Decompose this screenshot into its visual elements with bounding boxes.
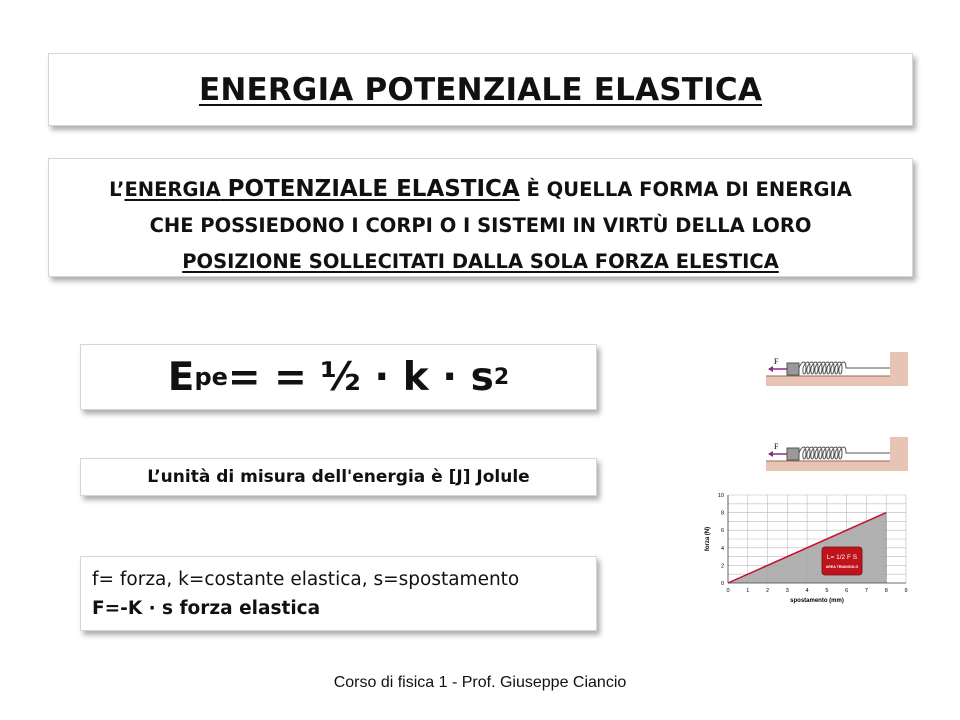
unit-box [80, 458, 597, 496]
force-label: F [774, 442, 779, 451]
formula-subscript: pe [194, 363, 228, 391]
x-tick-label: 4 [805, 588, 809, 594]
x-tick-label: 8 [884, 588, 888, 594]
definition-rest: È QUELLA FORMA DI ENERGIA [526, 178, 852, 201]
legend-line1: f= forza, k=costante elastica, s=spostamento [92, 569, 520, 590]
y-tick-label: 10 [717, 493, 724, 499]
force-displacement-chart [700, 487, 918, 609]
x-tick-label: 0 [726, 588, 730, 594]
spring-figure-2 [766, 435, 908, 475]
legend-line2: F=-K · s forza elastica [92, 598, 321, 619]
definition-box [48, 158, 913, 277]
y-tick-label: 6 [720, 528, 724, 535]
formula-box [80, 344, 597, 410]
force-arrow-head [768, 366, 773, 372]
spring-coil [799, 362, 890, 374]
force-arrow-head [768, 451, 773, 457]
formula-lhs: E [167, 354, 195, 400]
formula-rhs: = = ½ · k · s [227, 354, 494, 400]
spring-coil [799, 447, 890, 459]
y-axis-label: forza (N) [705, 526, 711, 552]
slide-title: ENERGIA POTENZIALE ELASTICA [198, 71, 763, 108]
footer-text: Corso di fisica 1 - Prof. Giuseppe Ciancio [333, 674, 627, 691]
x-axis-label: spostamento (mm) [790, 598, 844, 604]
callout-box [822, 547, 862, 575]
x-tick-label: 3 [785, 588, 789, 594]
x-tick-label: 2 [766, 588, 770, 594]
definition-line2: CHE POSSIEDONO I CORPI O I SISTEMI IN VIRTÙ DELLA LORO [149, 214, 812, 237]
x-tick-label: 1 [746, 588, 750, 594]
unit-text: L’unità di misura dell'energia è [J] Jolule [147, 467, 530, 487]
mass-block [787, 363, 799, 375]
legend-box [80, 556, 597, 631]
spring-figure-1 [766, 350, 908, 390]
x-tick-label: 6 [845, 588, 849, 594]
definition-term: POTENZIALE ELASTICA [227, 176, 520, 202]
y-tick-label: 2 [720, 563, 724, 570]
definition-prefix: L’ [109, 178, 125, 201]
floor [766, 461, 908, 471]
definition-energia: ENERGIA [124, 178, 221, 201]
x-tick-label: 7 [864, 588, 868, 594]
callout-subtitle: AREA TRIANGOLO [825, 565, 859, 569]
title-box [48, 53, 913, 126]
y-tick-label: 4 [720, 545, 724, 552]
y-tick-label: 0 [720, 581, 724, 587]
callout-title: L= 1/2 F S [826, 554, 858, 561]
force-label: F [774, 357, 779, 366]
mass-block [787, 448, 799, 460]
definition-line3: POSIZIONE SOLLECITATI DALLA SOLA FORZA ELESTICA [182, 250, 779, 273]
formula-exponent: 2 [493, 364, 510, 390]
floor [766, 376, 908, 386]
x-tick-label: 9 [904, 588, 908, 594]
x-tick-label: 5 [825, 588, 829, 594]
y-tick-label: 8 [720, 510, 724, 517]
